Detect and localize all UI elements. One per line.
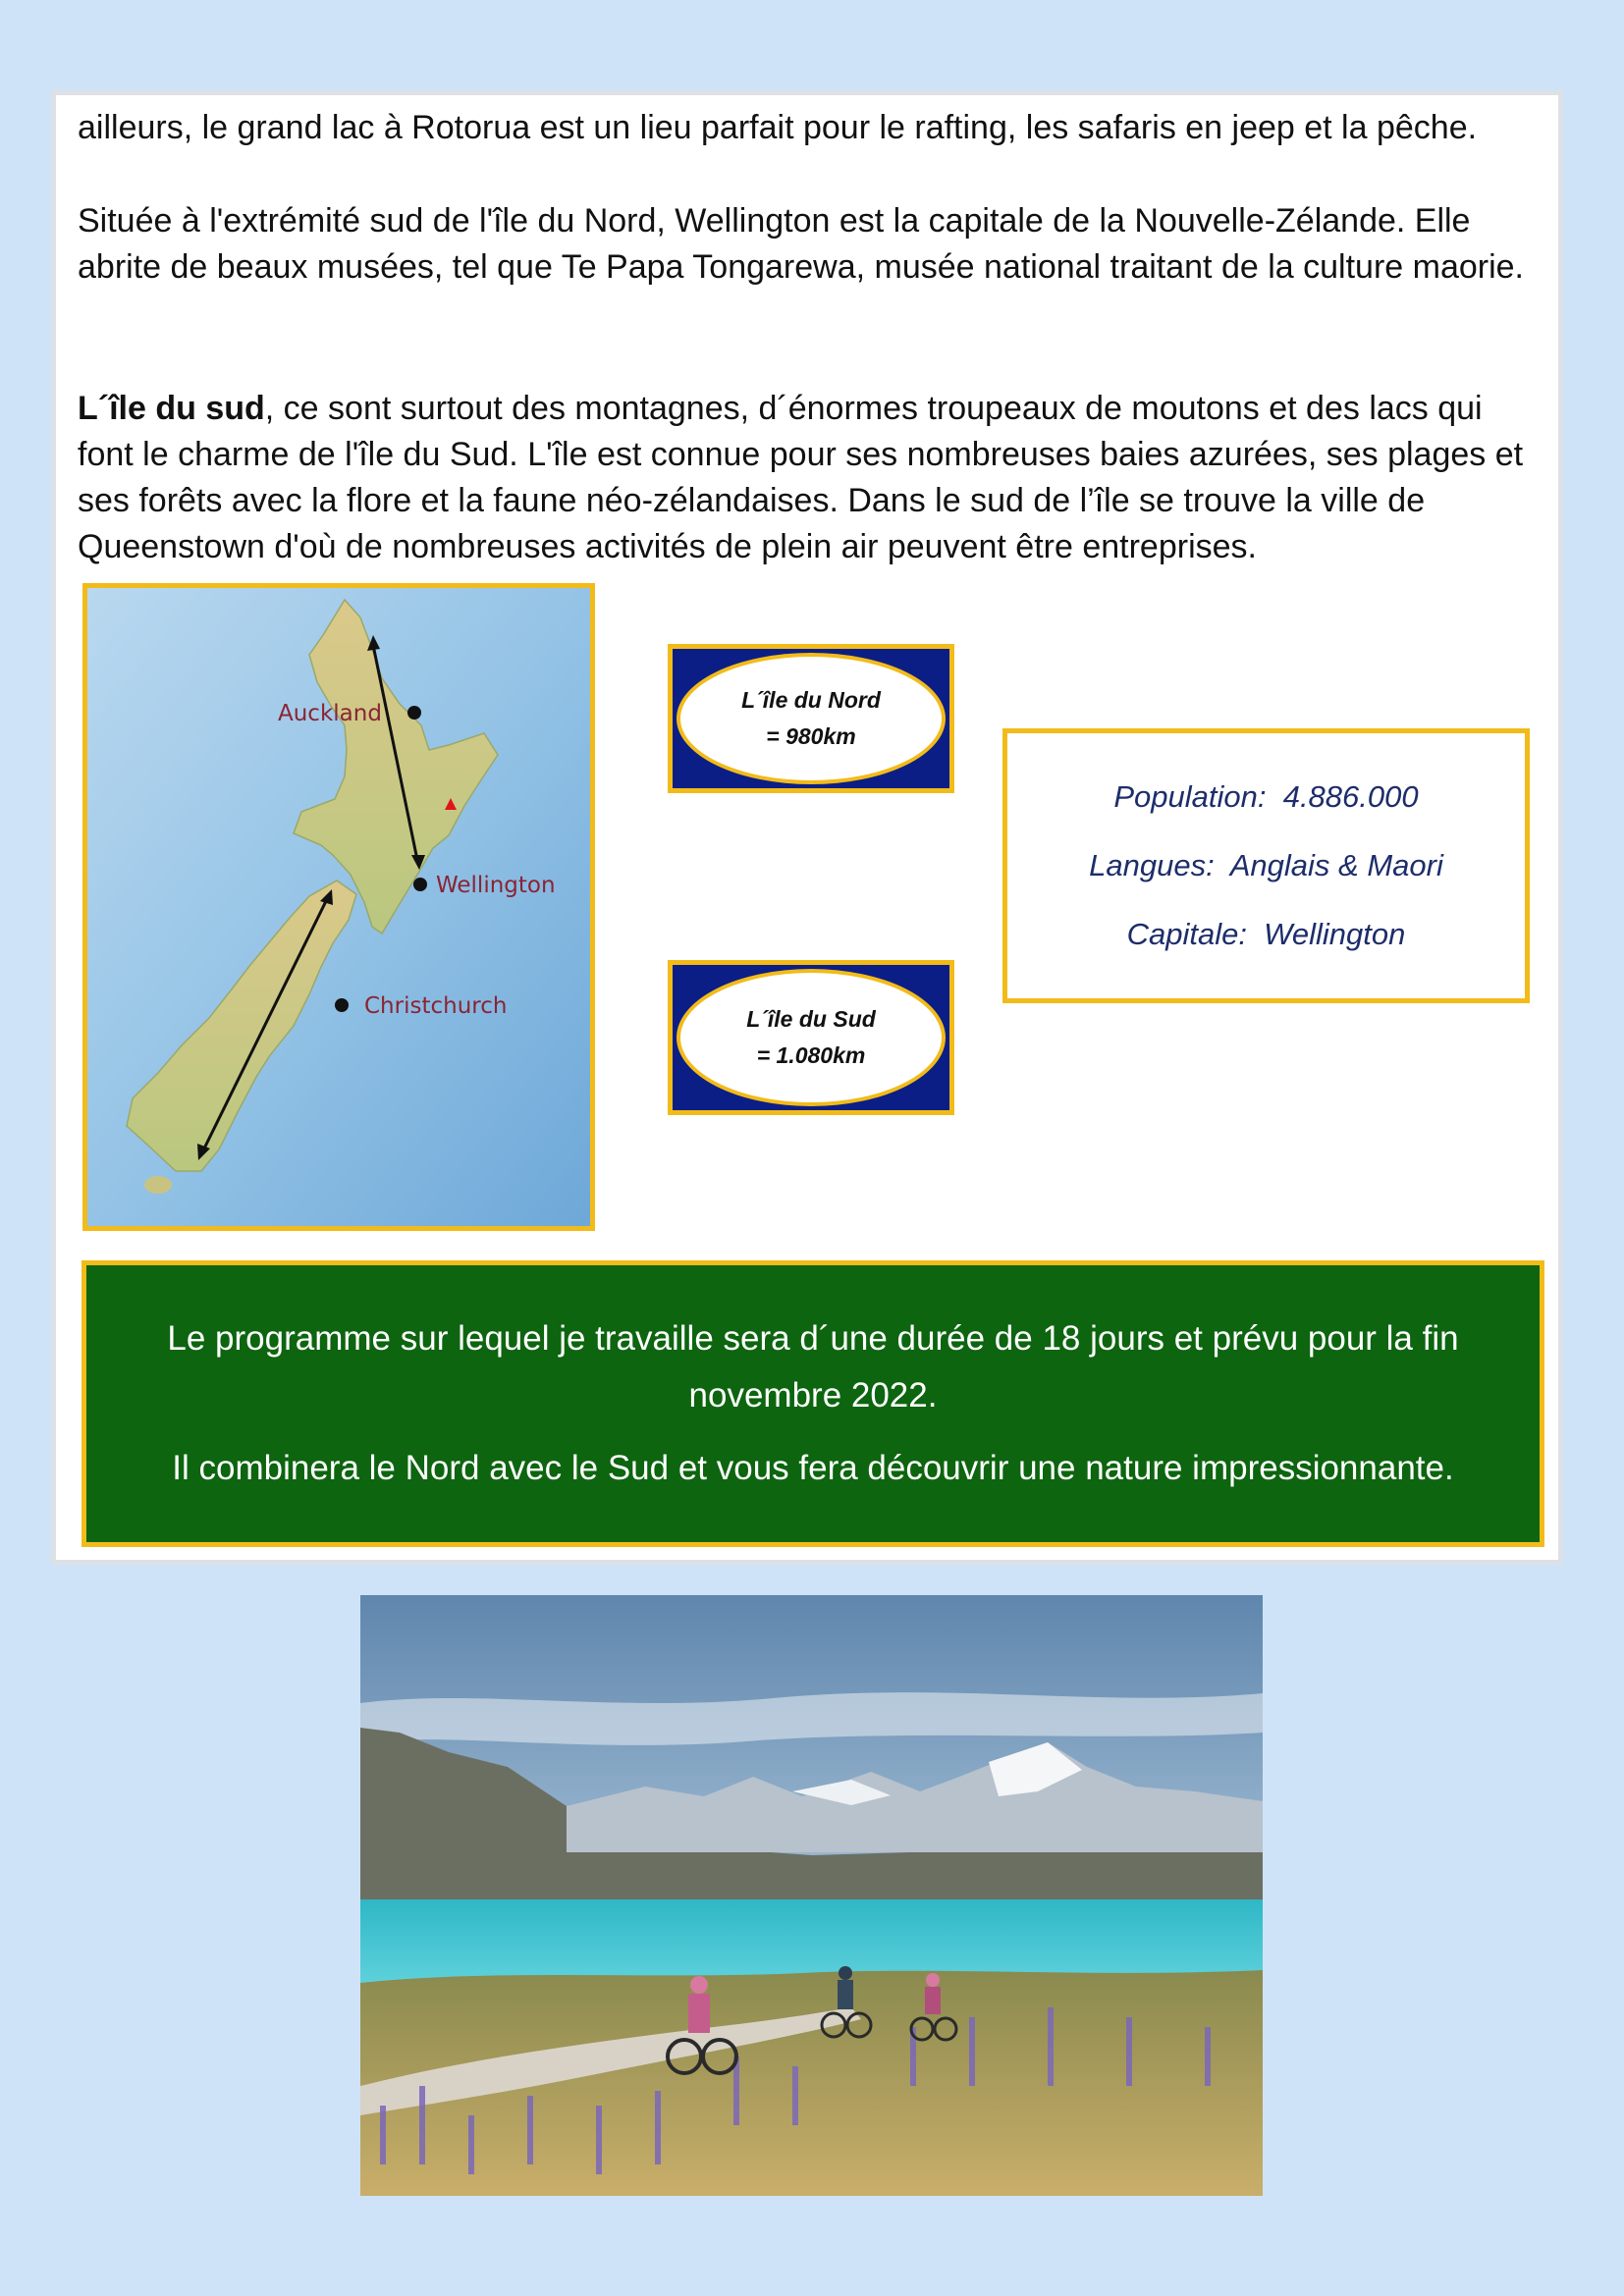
south-island-oval	[677, 969, 946, 1106]
wellington-paragraph: Située à l'extrémité sud de l'île du Nord, Wellington est la capitale de la Nouvelle-Zélande. Elle abrite de beaux musées, tel que Te Papa Tongarewa, musée national traitant de la culture maorie.	[78, 202, 1524, 286]
stewart-island-shape	[144, 1176, 172, 1194]
south-island-heading: L´île du sud	[78, 390, 265, 427]
north-island-length: = 980km	[766, 723, 856, 749]
south-island-length-box	[668, 960, 954, 1115]
wellington-label: Wellington	[436, 873, 556, 898]
north-island-oval	[677, 653, 946, 784]
christchurch-label: Christchurch	[364, 993, 508, 1019]
south-island-text: , ce sont surtout des montagnes, d´énormes troupeaux de moutons et des lacs qui font le charme de l'île du Sud. L'île est connue pour ses nombreuses baies azurées, ses plages et ses forêts avec la flore et la faune néo-zélandaises. Dans le sud de l’île se trouve la ville de Queenstown d'où de nombreuses activités de plein air peuvent être entreprises.	[78, 390, 1524, 565]
south-island-title: L´île du Sud	[746, 1006, 876, 1032]
south-island-paragraph	[78, 386, 1541, 570]
north-island-title: L´île du Nord	[741, 687, 881, 713]
country-facts-box	[1002, 728, 1530, 1003]
auckland-dot	[407, 706, 421, 720]
program-highlight-box	[81, 1260, 1544, 1547]
program-description-text: Il combinera le Nord avec le Sud et vous fera découvrir une nature impressionnante.	[172, 1449, 1454, 1487]
intro-paragraph: ailleurs, le grand lac à Rotorua est un lieu parfait pour le rafting, les safaris en jeep et la pêche.	[78, 109, 1478, 146]
content-panel	[51, 90, 1563, 1565]
map-graphic	[87, 588, 590, 1226]
population-text: Population: 4.886.000	[1113, 779, 1419, 814]
north-island-length-box	[668, 644, 954, 793]
new-zealand-map	[82, 583, 595, 1231]
lake-cycling-photo	[360, 1595, 1263, 2196]
capital-text: Capitale: Wellington	[1126, 917, 1406, 951]
photo-graphic	[360, 1595, 1263, 2196]
languages-text: Langues: Anglais & Maori	[1089, 848, 1443, 882]
wellington-dot	[413, 878, 427, 891]
program-duration-text: Le programme sur lequel je travaille sera d´une durée de 18 jours et prévu pour la fin novembre 2022.	[167, 1319, 1459, 1415]
christchurch-dot	[335, 998, 349, 1012]
south-island-length: = 1.080km	[756, 1042, 866, 1068]
auckland-label: Auckland	[278, 701, 382, 726]
